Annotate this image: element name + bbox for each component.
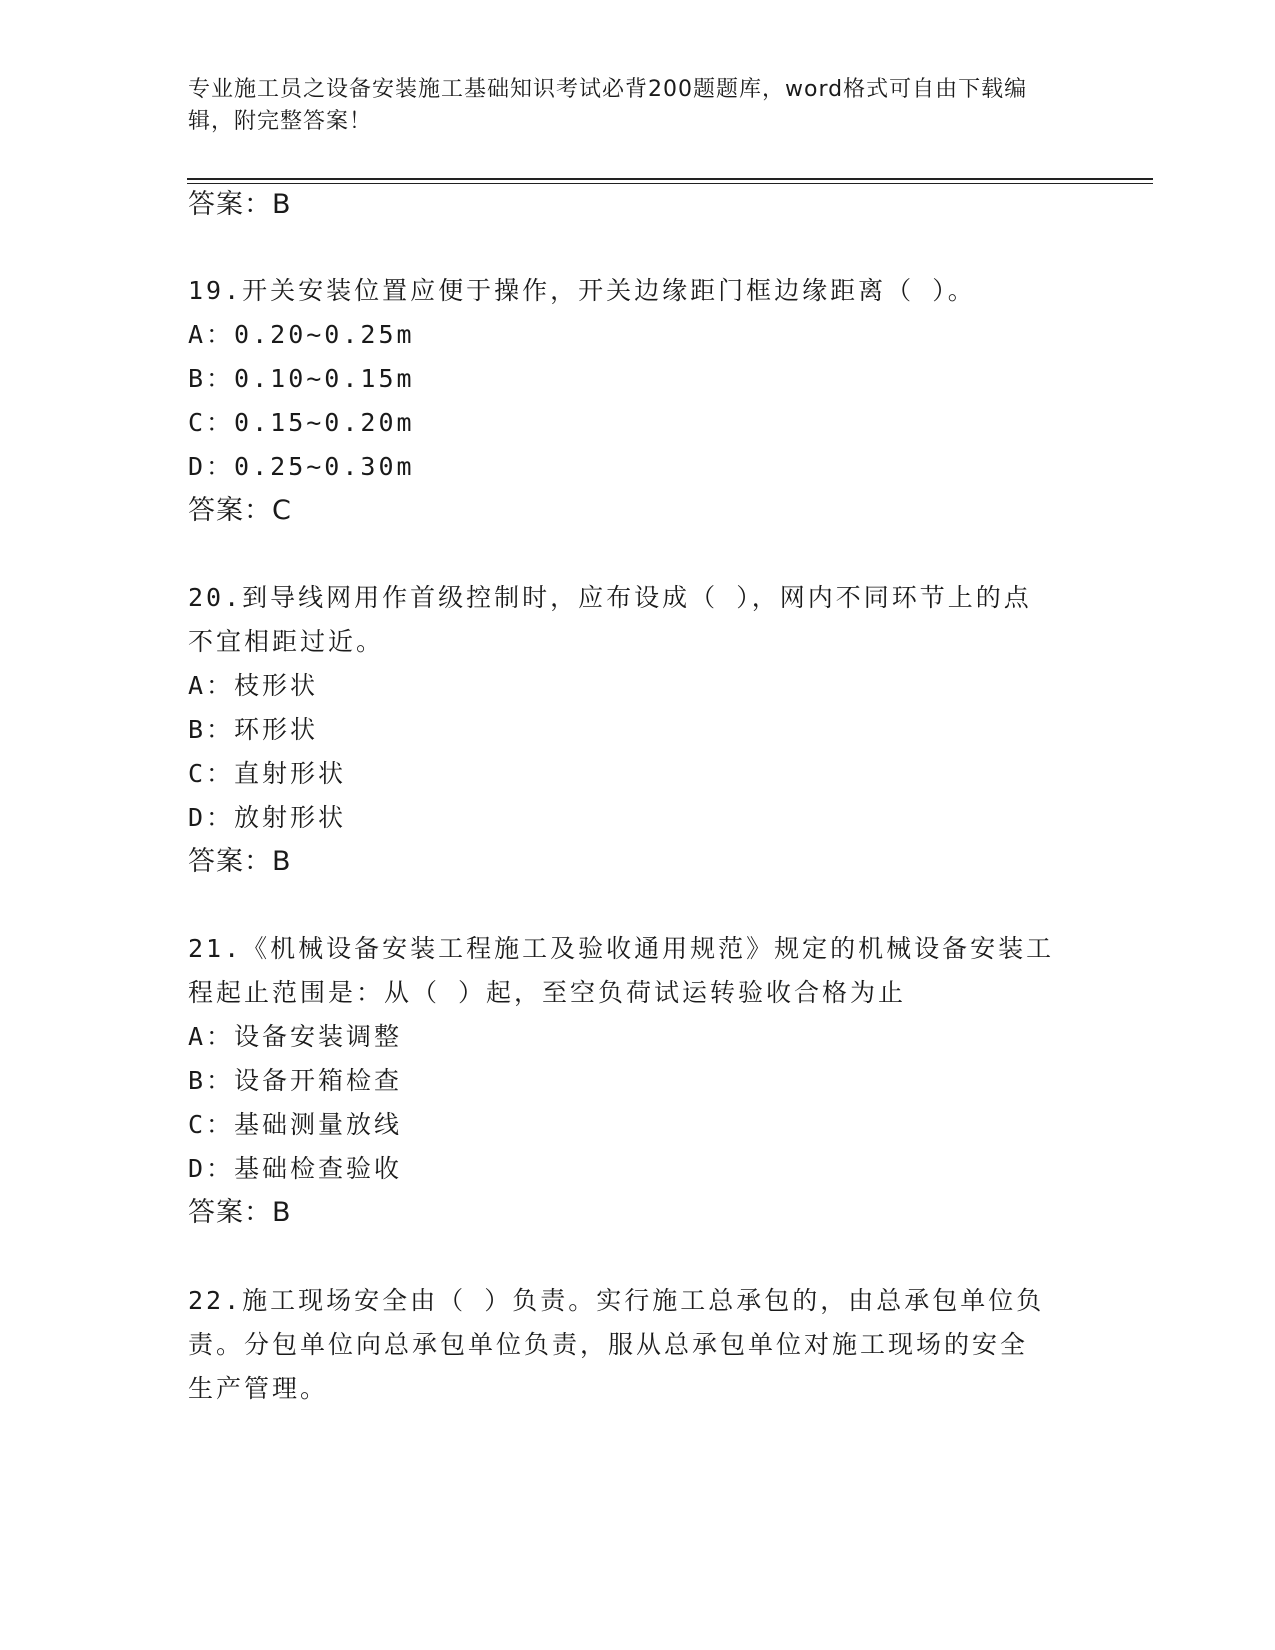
question-22-text-line-1: 22.施工现场安全由（ ）负责。实行施工总承包的，由总承包单位负 [188,1286,1045,1315]
question-20-option-b: B：环形状 [188,715,319,744]
question-21-option-b: B：设备开箱检查 [188,1066,403,1095]
question-20-option-a: A：枝形状 [188,671,319,700]
question-19-option-b: B：0.10~0.15m [188,364,415,393]
question-21-option-d: D：基础检查验收 [188,1154,403,1183]
question-21-option-a: A：设备安装调整 [188,1022,403,1051]
header-rule-thin [187,183,1153,184]
question-19-answer: 答案：C [188,495,292,526]
question-21-text-line-1: 21.《机械设备安装工程施工及验收通用规范》规定的机械设备安装工 [188,934,1055,963]
question-20-text-line-2: 不宜相距过近。 [188,627,385,656]
question-20-answer: 答案：B [188,846,292,877]
question-20-text-line-1: 20.到导线网用作首级控制时，应布设成（ ），网内不同环节上的点 [188,583,1032,612]
question-21-answer: 答案：B [188,1197,292,1228]
question-21-text-line-2: 程起止范围是：从（ ）起，至空负荷试运转验收合格为止 [188,978,907,1007]
question-20-option-d: D：放射形状 [188,803,347,832]
answer-previous: 答案：B [188,189,292,220]
question-22-text-line-3: 生产管理。 [188,1374,329,1403]
question-20-option-c: C：直射形状 [188,759,347,788]
question-19-option-d: D：0.25~0.30m [188,452,415,481]
document-header: 专业施工员之设备安装施工基础知识考试必背200题题库，word格式可自由下载编辑，附完整答案！ [188,77,1028,134]
question-19-option-c: C：0.15~0.20m [188,408,415,437]
header-rule-thick [187,178,1153,180]
question-19-option-a: A：0.20~0.25m [188,320,415,349]
question-22-text-line-2: 责。分包单位向总承包单位负责，服从总承包单位对施工现场的安全 [188,1330,1029,1359]
question-19-text: 19.开关安装位置应便于操作，开关边缘距门框边缘距离（ ）。 [188,276,976,305]
question-21-option-c: C：基础测量放线 [188,1110,403,1139]
